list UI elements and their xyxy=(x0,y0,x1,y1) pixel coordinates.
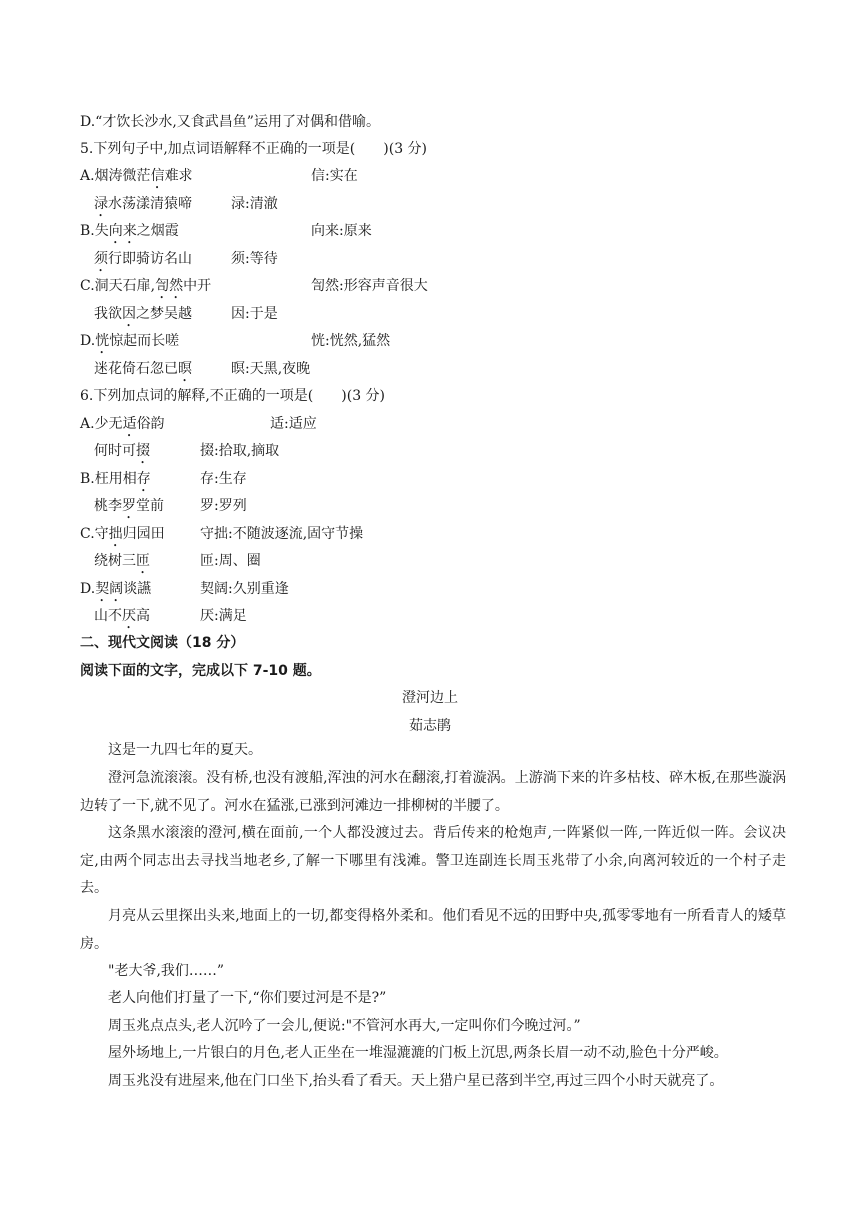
q5-option-b-line1: B.失向来之烟霞 向来:原来 xyxy=(80,223,372,239)
story-paragraph: 周玉兆点点头,老人沉吟了一会儿,便说:"不管河水再大,一定叫你们今晚过河。” xyxy=(108,1018,581,1034)
section-instruction: 阅读下面的文字，完成以下 7-10 题。 xyxy=(80,663,321,679)
q5-option-a-line1: A.烟涛微茫信难求 信:实在 xyxy=(80,168,358,184)
q6-option-d-line2: 山不厌高 厌:满足 xyxy=(94,608,247,624)
story-paragraph: 澄河急流滚滚。没有桥,也没有渡船,浑浊的河水在翻滚,打着漩涡。上游淌下来的许多枯枝、碎木板,在那些漩涡边转了一下,就不见了。河水在猛涨,已涨到河滩边一排柳树的半腰了。 xyxy=(80,770,786,814)
q6-option-b-line2: 桃李罗堂前 罗:罗列 xyxy=(94,498,247,514)
story-paragraph: "老大爷,我们……” xyxy=(108,963,225,979)
story-title: 澄河边上 xyxy=(402,690,458,706)
q4-option-d: D.“才饮长沙水,又食武昌鱼”运用了对偶和借喻。 xyxy=(80,114,380,130)
q5-stem: 5.下列句子中,加点词语解释不正确的一项是( )(3 分) xyxy=(80,141,428,157)
section-heading: 二、现代文阅读（18 分） xyxy=(80,635,245,651)
q6-stem: 6.下列加点词的解释,不正确的一项是( )(3 分) xyxy=(80,388,386,404)
q6-option-b-line1: B.枉用相存 存:生存 xyxy=(80,471,247,487)
q6-option-d-line1: D.契阔谈讌 契阔:久别重逢 xyxy=(80,581,289,597)
q5-option-c-line2: 我欲因之梦吴越 因:于是 xyxy=(94,306,278,322)
q5-option-a-line2: 渌水荡漾清猿啼 渌:清澈 xyxy=(94,196,278,212)
story-paragraph: 这条黑水滚滚的澄河,横在面前,一个人都没渡过去。背后传来的枪炮声,一阵紧似一阵,一阵近似一阵。会议决定,由两个同志出去寻找当地老乡,了解一下哪里有浅滩。警卫连副连长周玉兆带了小余,向离河较近的一个村子走去。 xyxy=(80,825,786,896)
story-paragraph: 月亮从云里探出头来,地面上的一切,都变得格外柔和。他们看见不远的田野中央,孤零零地有一所看青人的矮草房。 xyxy=(80,908,786,952)
q6-option-a-line2: 何时可掇 掇:拾取,摘取 xyxy=(94,443,280,459)
story-paragraph: 屋外场地上,一片银白的月色,老人正坐在一堆湿漉漉的门板上沉思,两条长眉一动不动,脸色十分严峻。 xyxy=(108,1045,728,1061)
story-paragraph: 这是一九四七年的夏天。 xyxy=(108,742,262,758)
q5-option-c-line1: C.洞天石扉,訇然中开 訇然:形容声音很大 xyxy=(80,278,428,294)
story-author: 茹志鹃 xyxy=(409,718,451,734)
q5-option-d-line1: D.恍惊起而长嗟 恍:恍然,猛然 xyxy=(80,333,391,349)
story-paragraph: 周玉兆没有进屋来,他在门口坐下,抬头看了看天。天上猎户星已落到半空,再过三四个小时天就亮了。 xyxy=(108,1073,724,1089)
story-paragraph: 老人向他们打量了一下,“你们要过河是不是?” xyxy=(108,990,387,1006)
q6-option-a-line1: A.少无适俗韵 适:适应 xyxy=(80,416,317,432)
q6-option-c-line1: C.守拙归园田 守拙:不随波逐流,固守节操 xyxy=(80,526,364,542)
q6-option-c-line2: 绕树三匝 匝:周、圈 xyxy=(94,553,261,569)
q5-option-d-line2: 迷花倚石忽已暝 暝:天黑,夜晚 xyxy=(94,361,311,377)
q5-option-b-line2: 须行即骑访名山 须:等待 xyxy=(94,251,278,267)
